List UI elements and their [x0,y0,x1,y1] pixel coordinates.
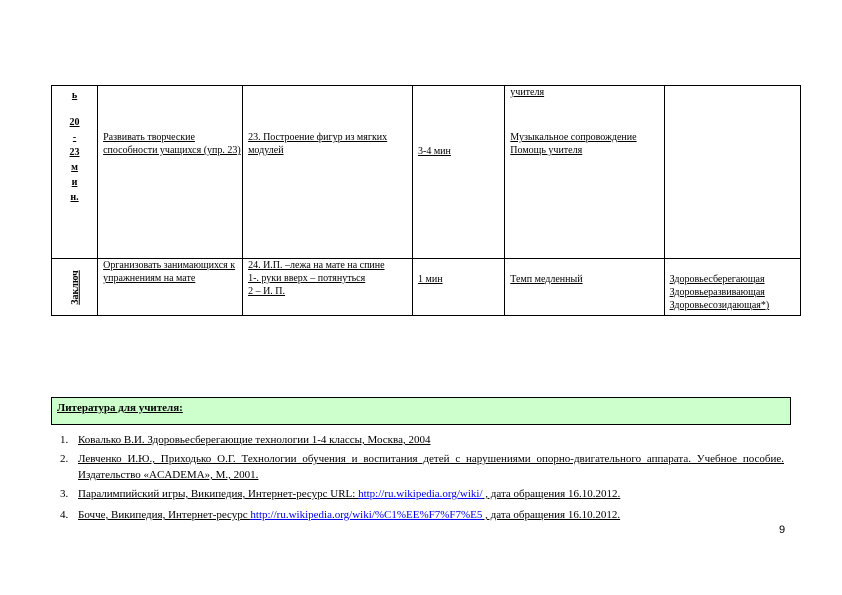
technology-cell [664,86,800,259]
exercise-cell [243,86,413,259]
literature-title: Литература для учителя: [57,402,183,414]
time-text: ь [71,90,78,101]
time-cell [52,86,98,259]
reference-link[interactable]: http://ru.wikipedia.org/wiki/ [358,488,483,500]
part-cell [52,259,98,316]
table-row [52,86,801,259]
reference-text: Левченко И.Ю., Приходько О.Г. Технологии обучения и воспитания детей с нарушениями опорно-двигательного аппарата. Учебное пособие. Издательство «ACADEMA», М., 2001. [78,453,784,481]
notes-cell [505,259,664,316]
duration-cell [413,86,505,259]
reference-number: 2. [60,453,69,465]
reference-number: 1. [60,434,69,446]
exercise-text: 24. И.П. –лежа на мате на спине [248,260,385,271]
part-label: Заключ [70,270,81,305]
reference-item [60,507,784,523]
exercise-text: 2 – И. П. [248,286,286,297]
notes-text: Темп медленный [510,274,583,285]
task-cell [98,86,243,259]
exercise-text: 23. Построение фигур из мягких модулей [248,132,388,156]
reference-number: 3. [60,488,69,500]
notes-cell [505,86,664,259]
task-cell [98,259,243,316]
lesson-plan-table [51,85,801,316]
exercise-text: 1-. руки вверх – потянуться [248,273,366,284]
technology-cell [664,259,800,316]
reference-item [60,432,784,448]
reference-text [78,486,784,502]
task-text: Организовать занимающихся к упражнениям на мате [103,260,236,284]
time-text: и [71,177,78,188]
reference-link[interactable]: http://ru.wikipedia.org/wiki/%C1%EE%F7%F7%E5 [250,509,483,521]
time-text: м [71,162,78,173]
duration-text: 1 мин [418,274,443,285]
time-text: н. [70,192,79,203]
page-number: 9 [779,524,786,536]
time-text: 20 [69,117,80,128]
reference-suffix: , дата обращения 16.10.2012. [482,509,621,521]
reference-suffix: , дата обращения 16.10.2012. [482,488,621,500]
reference-text [78,507,784,523]
technology-text: Здоровьесберегающая [669,274,765,285]
duration-text: 3-4 мин [418,146,451,157]
literature-header-box [51,397,791,425]
time-text: - [72,132,77,143]
reference-item [60,486,784,502]
notes-text: учителя [510,87,545,98]
duration-cell [413,259,505,316]
reference-item [60,451,784,483]
notes-text: Помощь учителя [510,145,583,156]
reference-text: Ковалько В.И. Здоровьесберегающие технологии 1-4 классы, Москва, 2004 [78,434,431,446]
time-text: 23 [69,147,80,158]
technology-text: Здоровьеразвивающая [669,287,765,298]
exercise-cell [243,259,413,316]
reference-number: 4. [60,509,69,521]
reference-prefix: Бочче, Википедия, Интернет-ресурс [78,509,251,521]
table-row [52,259,801,316]
notes-text: Музыкальное сопровождение [510,132,637,143]
task-text: Развивать творческие способности учащихся (упр. 23) [103,132,241,156]
reference-prefix: Паралимпийский игры, Википедия, Интернет-ресурс URL: [78,488,359,500]
technology-text: Здоровьесозидающая*) [669,300,770,311]
